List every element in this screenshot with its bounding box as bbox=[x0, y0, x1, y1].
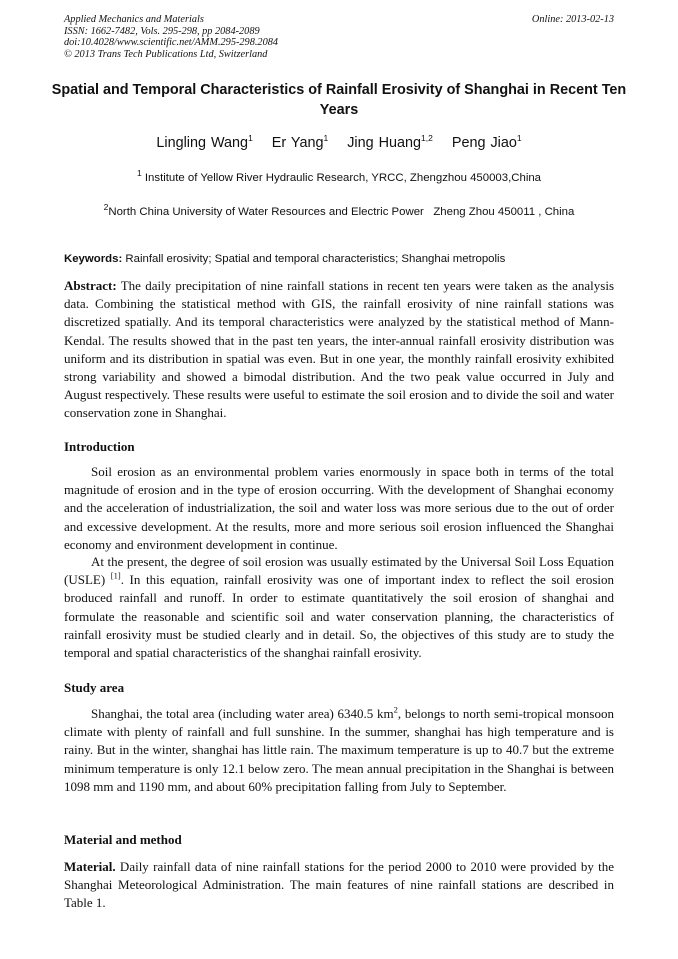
section-heading-material-method: Material and method bbox=[64, 832, 182, 847]
author-list bbox=[0, 135, 678, 151]
author: Er Yang$^1$ bbox=[271, 133, 329, 151]
author: Peng Jiao$^1$ bbox=[451, 133, 522, 151]
abstract-label: Abstract: bbox=[64, 278, 117, 293]
citation: [1] bbox=[110, 570, 121, 581]
affiliation-1: $^1$ Institute of Yellow River Hydraulic Research, YRCC, Zhengzhou 450003,China bbox=[136, 168, 542, 184]
material-label: Material. bbox=[64, 859, 116, 874]
doi-line: doi:10.4028/www.scientific.net/AMM.295-298.2084 bbox=[64, 37, 279, 49]
author: Lingling Wang$^1$ bbox=[156, 133, 253, 151]
intro-paragraph-2: At the present, the degree of soil erosion was usually estimated by the Universal Soil Loss Equation (USLE) [1]. In this equation, rainfall erosivity was one of important index to reflect the soil erosion broduced rainfall and runoff. In order to estimate quantitatively the soil erosion of shanghai and formulate the reasonable and scientific soil and water conservation planning, the characteristics of rainfall erosivity must be studied clearly and in detail. So, the objectives of this study are to study the temporal and spatial characteristics of the shanghai rainfall erosivity. bbox=[64, 554, 614, 661]
keywords: Keywords: Rainfall erosivity; Spatial and temporal characteristics; Shanghai metropolis bbox=[64, 253, 506, 265]
section-heading-introduction: Introduction bbox=[64, 439, 135, 454]
intro-paragraph-1: Soil erosion as an environmental problem varies enormously in space both in terms of the total magnitude of erosion and in the type of erosion occurring. With the development of Shanghai economy and the acceleration of industrialization, the soil and water loss was more serious due to the out of order and excessive development. At the results, more and more serious soil erosion influenced the Shanghai economy and environment development in continue. bbox=[64, 464, 614, 552]
issn-line: ISSN: 1662-7482, Vols. 295-298, pp 2084-2089 bbox=[64, 25, 260, 37]
copyright-line: © 2013 Trans Tech Publications Ltd, Switzerland bbox=[64, 48, 268, 60]
paper-title: Spatial and Temporal Characteristics of Rainfall Erosivity of Shanghai in Recent Ten Years bbox=[51, 82, 627, 118]
affiliation-2: $^2$North China University of Water Resources and Electric Power Zheng Zhou 450011 , China bbox=[103, 202, 575, 218]
material-paragraph: Material. Daily rainfall data of nine rainfall stations for the period 2000 to 2010 were provided by the Shanghai Meteorological Administration. The main features of nine rainfall stations are described in Table 1. bbox=[64, 859, 614, 911]
study-area-paragraph: Shanghai, the total area (including water area) 6340.5 $km^2$, belongs to north semi-tropical monsoon climate with plenty of rainfall and full sunshine. In the summer, shanghai has high temperature and is rainy. But in the winter, shanghai has little rain. The maximum temperature is up to 40.7 but the extreme minimum temperature is only 12.1 below zero. The mean annual precipitation in the Shanghai is between 1098 mm and 1190 mm, and about 60% precipitation falling from July to September. bbox=[64, 704, 614, 794]
abstract: Abstract: The daily precipitation of nine rainfall stations in recent ten years were taken as the analysis data. Combining the statistical method with GIS, the rainfall erosivity of nine rainfall stations was discretized spatially. And its temporal characteristics were analyzed by the statistical method of Mann-Kendal. The results showed that in the past ten years, the inter-annual rainfall erosivity distribution was uniform and its distribution in spatial was even. But in one year, the monthly rainfall erosivity exhibited strong variability and showed a bimodal distribution. And the two peak value occurred in July and August respectively. These results were useful to estimate the soil erosion and to divide the soil and water conservation zone in Shanghai. bbox=[64, 278, 614, 421]
journal-header bbox=[64, 14, 614, 60]
keywords-label: Keywords: bbox=[64, 253, 123, 265]
author: Jing Huang$^{1,2}$ bbox=[347, 133, 433, 151]
online-date: Online: 2013-02-13 bbox=[531, 14, 614, 25]
journal-name: Applied Mechanics and Materials bbox=[64, 14, 204, 25]
section-heading-study-area: Study area bbox=[64, 680, 125, 695]
